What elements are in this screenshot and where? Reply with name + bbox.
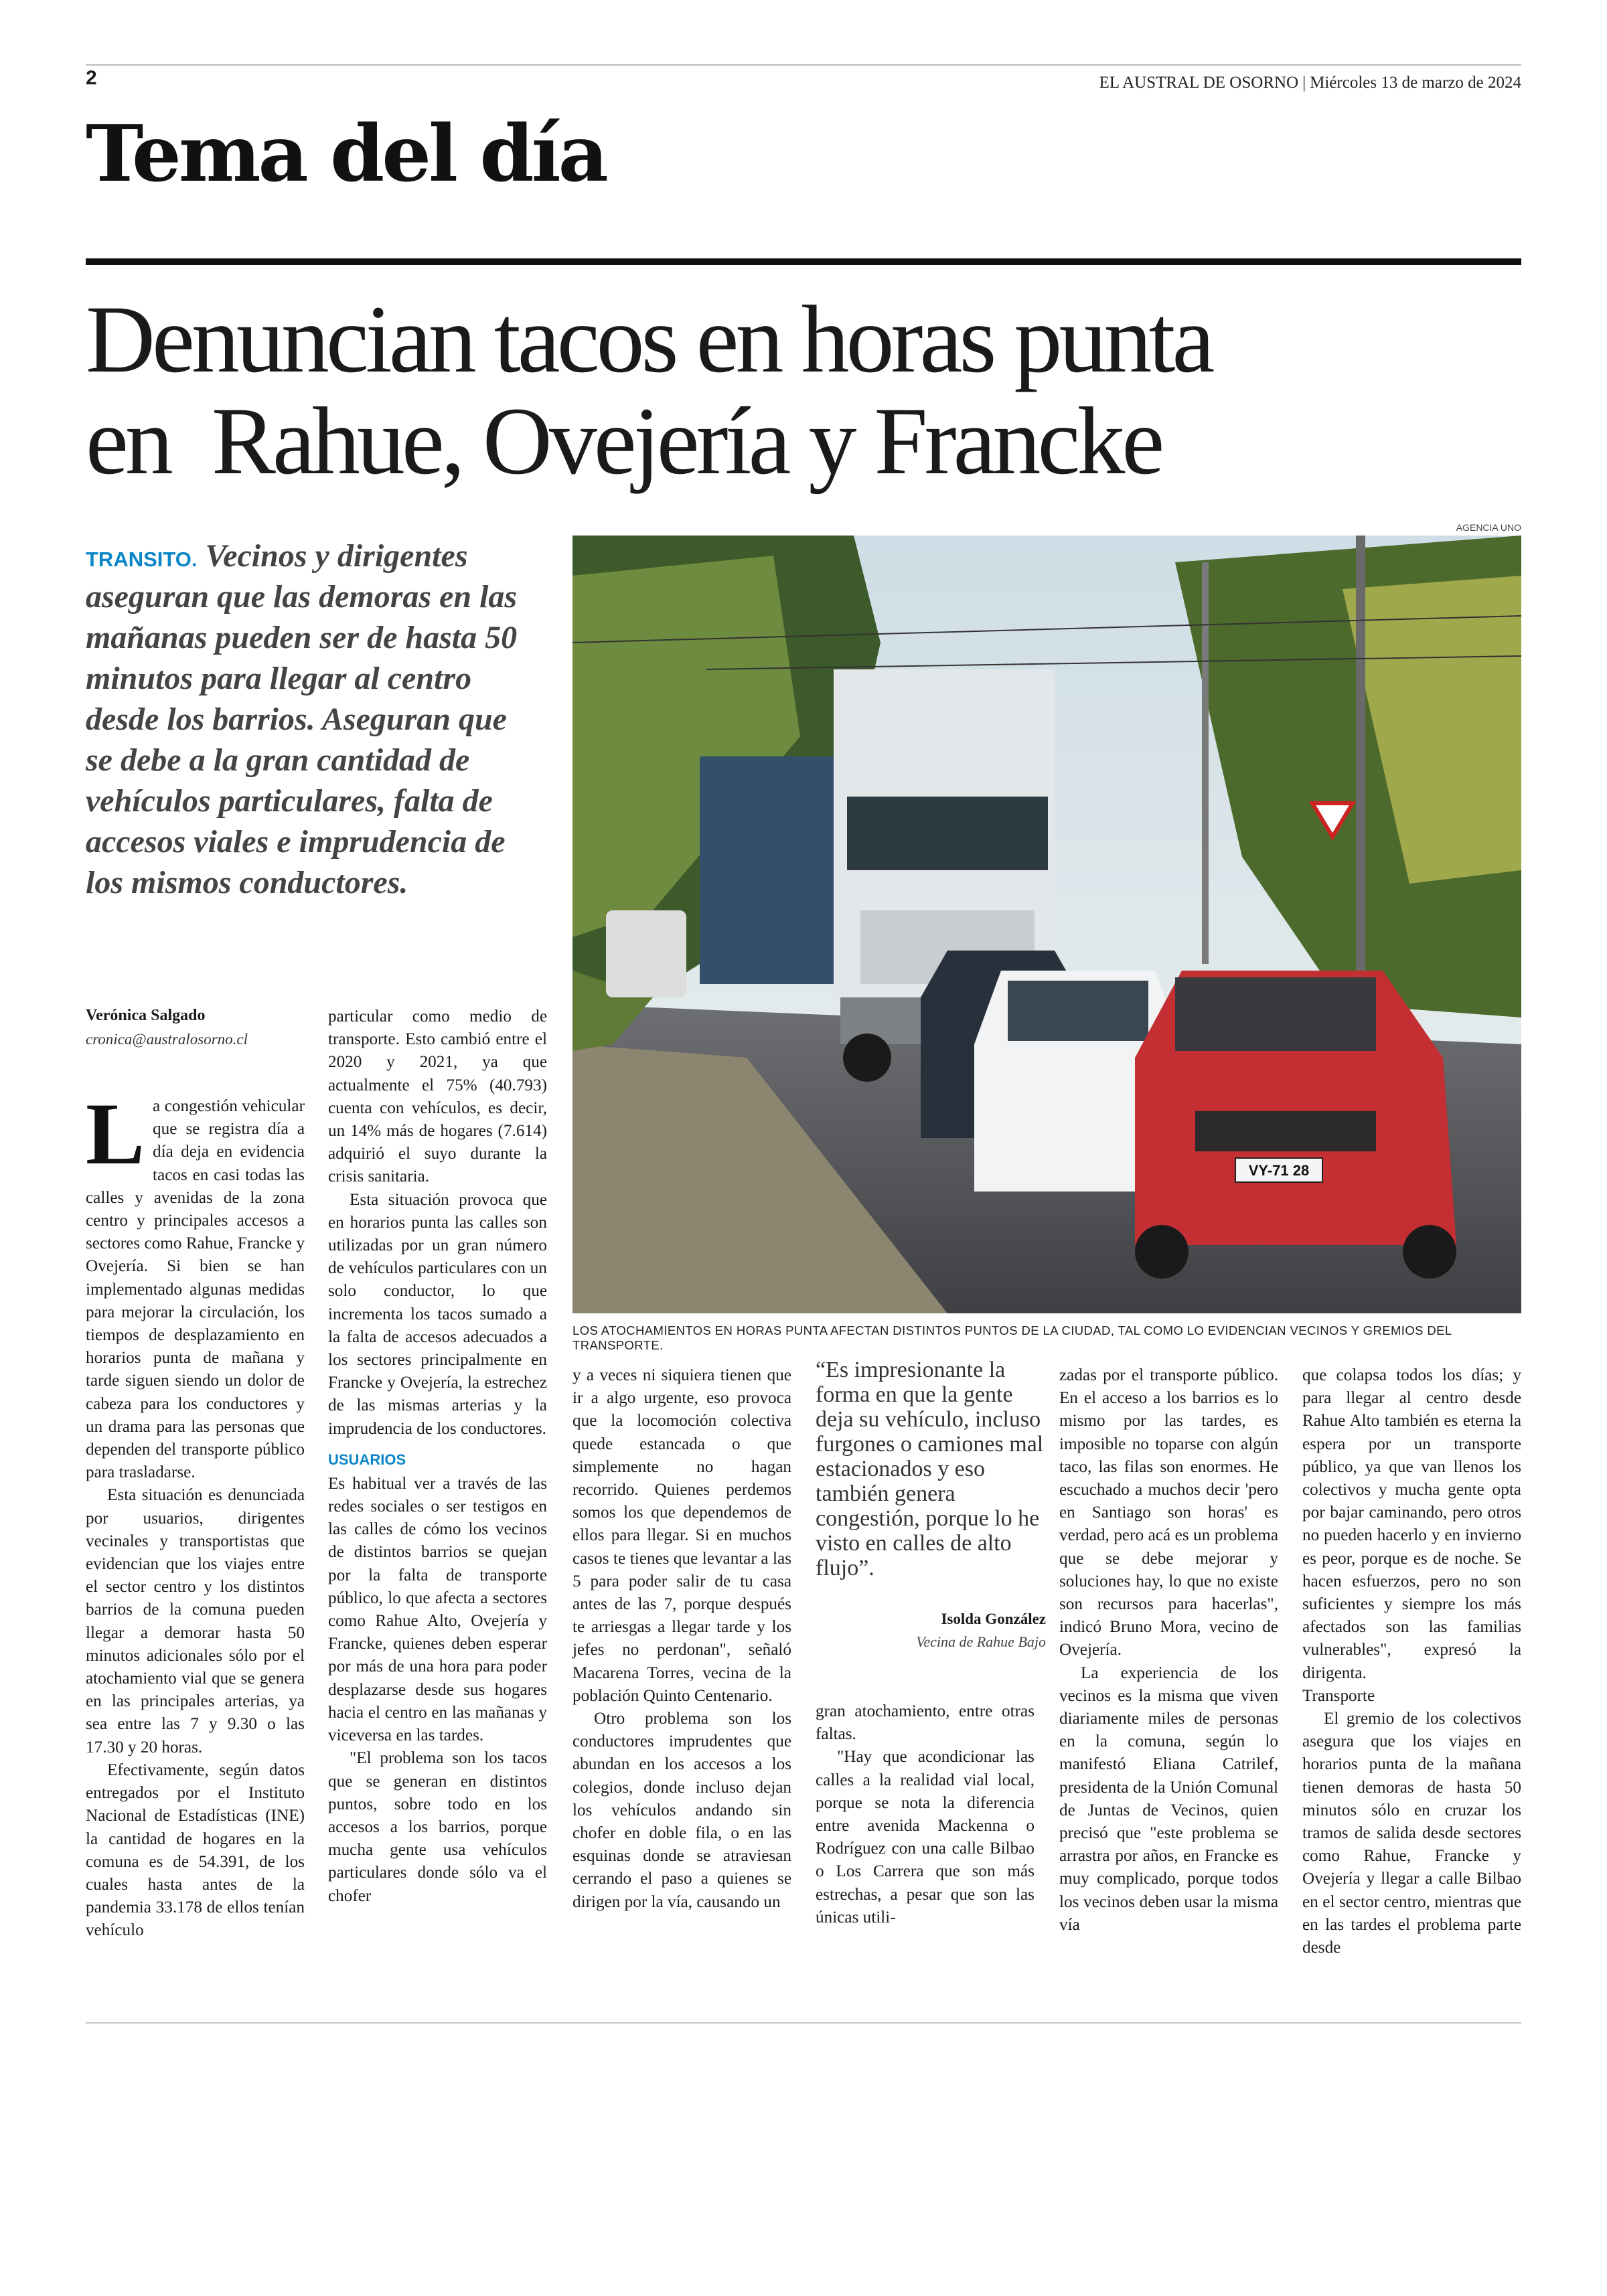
byline: Verónica Salgado — [86, 1007, 206, 1024]
pull-quote: “Es impresionante la forma en que la gente deja su vehículo, incluso furgones o camiones mal estacionados y eso también genera congestión, porque lo he visto en calles de alto flujo”. — [816, 1358, 1044, 1580]
column-1-paragraph-3: Efectivamente, según datos entregados por el Instituto Nacional de Estadísticas (INE) la cantidad de hogares en la comuna es de 54.391, de los cuales hasta antes de la pandemia 33.178 de ellos tenían vehículo — [86, 1760, 305, 1940]
photo-truck-wheel — [843, 1034, 891, 1082]
photo-red-car-window — [1175, 977, 1376, 1051]
column-3-paragraph-2: Otro problema son los conductores imprudentes que abundan en los accesos a los colegios, donde incluso dejan los vehículos andando sin chofer en doble fila, o en las esquinas donde se atraviesan cerrando el paso a quienes se dirigen por la vía, causando un — [572, 1710, 791, 1911]
article-column-1 — [86, 1084, 305, 1943]
column-5-paragraph-1: zadas por el transporte público. En el acceso a los barrios es lo mismo por las tardes, es imposible no toparse con algún taco, las filas son enormes. He escuchado a muchos decir 'pero en Santiago son horas' es verdad, pero acá es un problema que se debe mejorar y soluciones hay, lo que no existe son recursos para hacerlas", indicó Bruno Mora, vecino de Ovejería. — [1059, 1366, 1278, 1659]
masthead — [1099, 74, 1521, 92]
section-title: Tema del día — [86, 108, 606, 199]
photo-credit: AGENCIA UNO — [1456, 522, 1521, 533]
column-2-paragraph-1: particular como medio de transporte. Esto cambió entre el 2020 y 2021, ya que actualmente el 75% (40.793) cuenta con vehículos, es decir, un 14% más de hogares (7.614) adquirió el suyo durante la crisis sanitaria. — [328, 1007, 547, 1186]
photo-white-car-window — [1008, 981, 1148, 1041]
photo-truck-windshield — [847, 797, 1048, 870]
photo-utility-pole — [1356, 536, 1365, 1044]
subhead-usuarios: USUARIOS — [328, 1451, 406, 1468]
column-3-paragraph-1: y a veces ni siquiera tienen que ir a algo urgente, eso provoca que la locomoción colectiva quede estancada o que simplemente no hagan recorrido. Quienes perdemos somos los que dependemos de ellos para llegar. Si en muchos casos te tienes que levantar a las 5 para poder salir de tu casa antes de las 7, porque después te arriesgas a llegar tarde y los jefes no perdonan", señaló Macarena Torres, vecina de la población Quinto Centenario. — [572, 1366, 791, 1705]
author-email[interactable]: cronica@australosorno.cl — [86, 1031, 248, 1048]
section-rule — [86, 258, 1521, 265]
bottom-rule — [86, 2022, 1521, 2024]
column-2-paragraph-4: "El problema son los tacos que se generan en distintos puntos, sobre todo en los accesos a los barrios, porque mucha gente usa vehículos particulares donde sólo va el chofer — [328, 1749, 547, 1905]
column-1-paragraph-1: a congestión vehicular que se registra día a día deja en evidencia tacos en casi todas las calles y avenidas de la zona centro y principales accesos a sectores como Rahue, Francke y Ovejería. Si bien se han implementado algunas medidas para mejorar la circulación, los tiempos de desplazamiento en horarios punta de mañana y tarde siguen siendo un dolor de cabeza para los conductores y un drama para las personas que dependen del transporte público para trasladarse. — [86, 1097, 305, 1482]
column-6-paragraph-2: El gremio de los colectivos asegura que los viajes en horarios punta de la mañana tienen demoras de hasta 50 minutos sólo en cruzar los tramos de salida desde sectores como Rahue, Francke y Ovejería y llegar a calle Bilbao en el sector centro, mientras que en las tardes el problema parte desde — [1302, 1710, 1521, 1957]
photo-white-car-back — [606, 910, 686, 997]
article-column-3 — [572, 1364, 791, 1914]
article-column-2 — [328, 1005, 547, 1908]
drop-cap: L — [86, 1084, 145, 1183]
photo-red-car-wheel — [1135, 1225, 1189, 1279]
column-1-paragraph-2: Esta situación es denunciada por usuarios, dirigentes vecinales y transportistas que evidencian que los viajes entre el sector centro y los distintos barrios de la comuna pueden llegar a demorar hasta 50 minutos adicionales sólo por el atochamiento vial que se genera en las principales arterias, ya sea entre las 7 y 9.30 o las 17.30 y 20 horas. — [86, 1486, 305, 1756]
column-2-paragraph-2: Esta situación provoca que en horarios punta las calles son utilizadas por un gran número de vehículos particulares con un solo conductor, lo que incrementa los tacos sumado a la falta de accesos adecuados a los sectores principalmente en Francke y Ovejería, la estrechez de las mismas arterias y la imprudencia de los conductores. — [328, 1190, 547, 1438]
lead-paragraph — [86, 536, 541, 903]
masthead-separator: | — [1302, 74, 1306, 92]
article-column-4 — [816, 1700, 1035, 1929]
photo-red-car-grille — [1195, 1111, 1376, 1151]
photo-utility-pole-2 — [1202, 562, 1209, 964]
traffic-photo — [572, 536, 1521, 1313]
article-column-6 — [1302, 1364, 1521, 1959]
column-2-paragraph-3: Es habitual ver a través de las redes sociales o ser testigos en las calles de cómo los vecinos de distintos barrios se quejan por la falta de transporte público, lo que afecta a sectores como Rahue Alto, Ovejería y Francke, quienes deben esperar por más de una hora para poder desplazarse desde sus hogares hacia el centro en las mañanas y viceversa en las tardes. — [328, 1474, 547, 1745]
headline-line-1: Denuncian tacos en horas punta — [86, 286, 1212, 393]
lead-kicker: TRANSITO. — [86, 548, 198, 571]
subhead-transporte: Transporte — [1302, 1686, 1375, 1705]
headline-line-2: en Rahue, Ovejería y Francke — [86, 388, 1162, 495]
lead-text: Vecinos y dirigentes aseguran que las demoras en las mañanas pueden ser de hasta 50 minutos para llegar al centro desde los barrios. Aseguran que se debe a la gran cantidad de vehículos particulares, falta de accesos viales e imprudencia de los mismos conductores. — [86, 538, 518, 900]
page-number: 2 — [86, 67, 97, 89]
quote-author: Isolda González — [941, 1611, 1046, 1627]
publication-name: EL AUSTRAL DE OSORNO — [1099, 74, 1299, 92]
headline — [86, 286, 1521, 495]
top-rule — [86, 64, 1521, 66]
column-5-paragraph-2: La experiencia de los vecinos es la misma que viven diariamente miles de personas en la comuna, según lo manifestó Eliana Catrilef, presidenta de la Unión Comunal de Juntas de Vecinos, quien precisó que "este problema se arrastra por años, en Francke es muy complicado, porque todos los vecinos deben usar la misma vía — [1059, 1663, 1278, 1934]
photo-truck-trailer — [700, 756, 840, 984]
column-4-paragraph-1: gran atochamiento, entre otras faltas. — [816, 1702, 1035, 1744]
photo-red-car-wheel-2 — [1403, 1225, 1456, 1279]
column-6-paragraph-1: que colapsa todos los días; y para llegar al centro desde Rahue Alto también es eterna la espera por un transporte público, ya que van llenos los colectivos y mucha gente opta por bajar caminando, pero otros no pueden hacerlo y en invierno es peor, porque es de noche. Se hacen esfuerzos, pero no son suficientes y siempre los más afectados son las familias vulnerables", expresó la dirigenta. — [1302, 1366, 1521, 1682]
photo-license-plate-text: VY-71 28 — [1248, 1162, 1310, 1179]
photo-caption: LOS ATOCHAMIENTOS EN HORAS PUNTA AFECTAN DISTINTOS PUNTOS DE LA CIUDAD, TAL COMO LO EVIDENCIAN VECINOS Y GREMIOS DEL TRANSPORTE. — [572, 1323, 1452, 1352]
article-column-5 — [1059, 1364, 1278, 1937]
quote-role: Vecina de Rahue Bajo — [916, 1633, 1046, 1650]
publication-date: Miércoles 13 de marzo de 2024 — [1310, 74, 1521, 92]
column-4-paragraph-2: "Hay que acondicionar las calles a la realidad vial local, porque se nota la diferencia entre avenida Mackenna o Rodríguez con una calle Bilbao o Los Carrera que son más estrechas, a pesar que son las únicas utili- — [816, 1748, 1035, 1926]
